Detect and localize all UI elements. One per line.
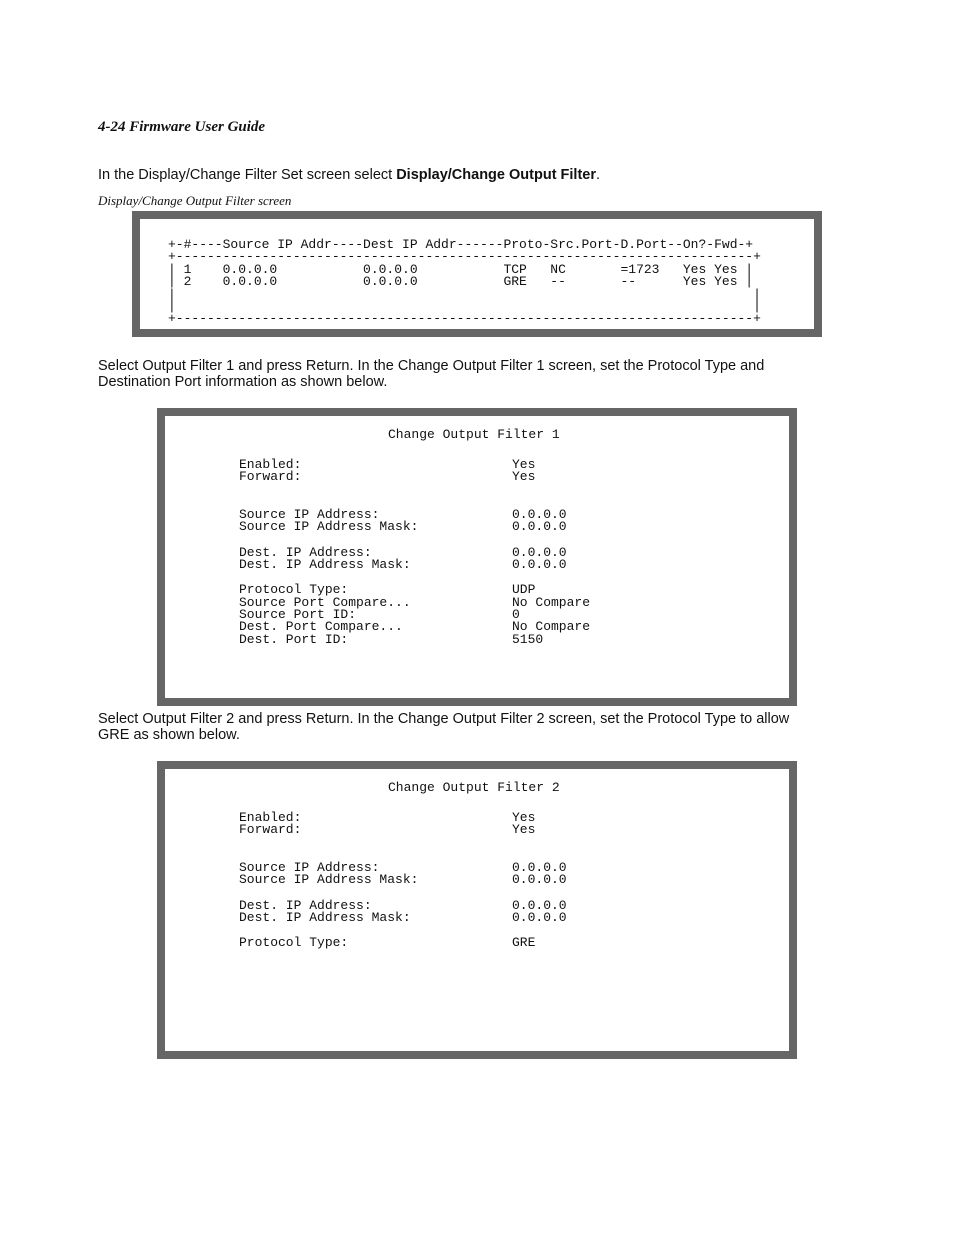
paragraph-filter-2-line-1: Select Output Filter 2 and press Return. In the Change Output Filter 2 screen, set the Protocol Type to allow	[98, 711, 790, 727]
filter-table-line: | |	[168, 299, 761, 314]
filter-table-line: | 1 0.0.0.0 0.0.0.0 TCP NC =1723 Yes Yes |	[168, 261, 754, 277]
intro-bold-menu-name: Display/Change Output Filter	[396, 167, 596, 183]
screen-title: Change Output Filter 2	[388, 780, 560, 795]
field-value[interactable]: 0.0.0.0	[512, 544, 567, 560]
paragraph-filter-1-line-2: Destination Port information as shown below.	[98, 374, 388, 390]
intro-end: .	[596, 167, 601, 183]
filter-table-line: +-#----Source IP Addr----Dest IP Addr------Proto-Src.Port-D.Port--On?-Fwd-+	[168, 237, 754, 252]
field-value[interactable]: No Compare	[512, 594, 591, 610]
field-value[interactable]: 0.0.0.0	[512, 872, 567, 888]
field-label: Protocol Type:	[239, 935, 349, 951]
field-label: Forward:	[239, 469, 302, 485]
field-label: Source IP Address:	[239, 860, 380, 875]
field-value[interactable]: 0.0.0.0	[512, 860, 567, 875]
paragraph-filter-2-line-2: GRE as shown below.	[98, 727, 240, 743]
field-label: Dest. IP Address Mask:	[239, 557, 411, 572]
field-value[interactable]: UDP	[512, 582, 536, 598]
filter-table-line: +--------------------------------------------------------------------------+	[168, 311, 761, 327]
field-label: Enabled:	[239, 810, 302, 825]
field-label: Enabled:	[239, 457, 302, 472]
field-value[interactable]: Yes	[512, 457, 536, 472]
field-label: Dest. IP Address:	[239, 544, 372, 560]
field-label: Dest. Port Compare...	[239, 619, 403, 635]
field-value[interactable]: Yes	[512, 469, 536, 485]
screen-title: Change Output Filter 1	[388, 427, 560, 442]
field-label: Dest. Port ID:	[239, 631, 349, 647]
field-value[interactable]: 0	[512, 607, 520, 622]
field-value[interactable]: No Compare	[512, 619, 591, 635]
field-value[interactable]: 5150	[512, 631, 544, 647]
paragraph-filter-1	[98, 358, 764, 390]
field-label: Dest. IP Address:	[239, 897, 372, 913]
field-label: Source Port ID:	[239, 607, 357, 622]
filter-table-line: +--------------------------------------------------------------------------+	[168, 249, 761, 265]
figure-caption: Display/Change Output Filter screen	[98, 193, 292, 208]
filter-table-screen	[132, 211, 822, 337]
field-value[interactable]: Yes	[512, 810, 536, 825]
filter-table-line: | 2 0.0.0.0 0.0.0.0 GRE -- -- Yes Yes |	[168, 274, 754, 290]
change-output-filter-2-screen	[157, 761, 797, 1059]
field-value[interactable]: 0.0.0.0	[512, 557, 567, 572]
field-value[interactable]: 0.0.0.0	[512, 897, 567, 913]
field-label: Source IP Address Mask:	[239, 519, 419, 535]
field-value[interactable]: GRE	[512, 935, 536, 951]
field-label: Forward:	[239, 822, 302, 838]
field-value[interactable]: 0.0.0.0	[512, 910, 567, 925]
field-value[interactable]: 0.0.0.0	[512, 519, 567, 535]
change-output-filter-1-screen	[157, 408, 797, 706]
field-label: Protocol Type:	[239, 582, 349, 598]
field-label: Source IP Address Mask:	[239, 872, 419, 888]
field-value[interactable]: Yes	[512, 822, 536, 838]
page-header: 4-24 Firmware User Guide	[98, 119, 266, 135]
paragraph-filter-2	[98, 711, 789, 743]
field-label: Source IP Address:	[239, 507, 380, 522]
intro-paragraph	[98, 167, 600, 183]
filter-table-line: | |	[168, 286, 761, 302]
field-label: Source Port Compare...	[239, 594, 411, 610]
intro-text: In the Display/Change Filter Set screen select	[98, 167, 397, 183]
field-label: Dest. IP Address Mask:	[239, 910, 411, 925]
field-value[interactable]: 0.0.0.0	[512, 507, 567, 522]
paragraph-filter-1-line-1: Select Output Filter 1 and press Return. In the Change Output Filter 1 screen, set the Protocol Type and	[98, 358, 765, 374]
